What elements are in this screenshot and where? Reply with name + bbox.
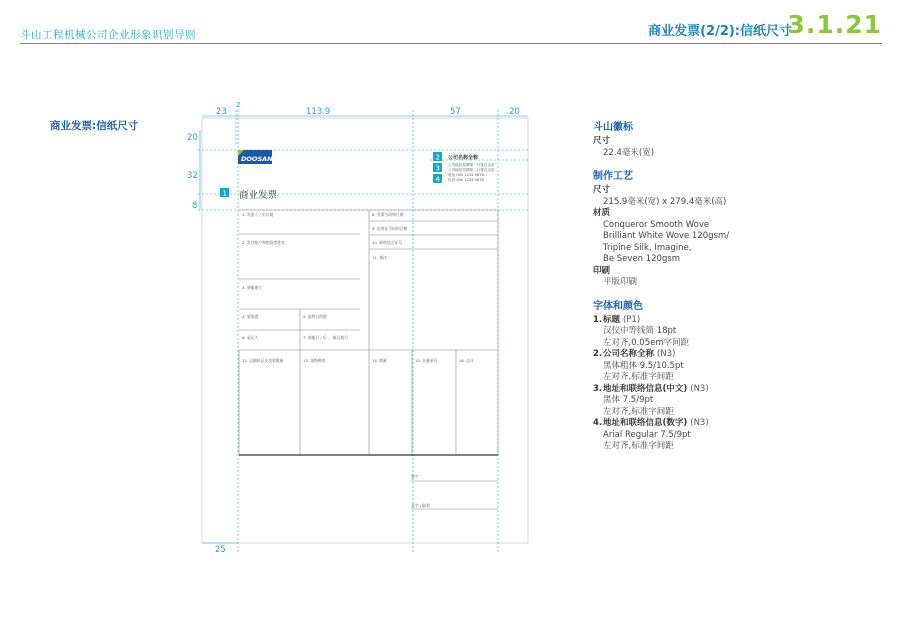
section-number: 3.1.21	[787, 10, 882, 39]
svg-text:4: 4	[435, 175, 440, 184]
logo-section-title: 斗山徽标	[593, 122, 633, 133]
svg-text:11. 备注: 11. 备注	[372, 255, 387, 260]
svg-text:3. 装船地方: 3. 装船地方	[242, 285, 263, 290]
svg-text:16. 总计: 16. 总计	[459, 358, 474, 363]
type-item-3: 3.地址和联络信息(中文) (N3)	[593, 383, 709, 394]
type-item-1: 1.标题 (P1)	[593, 314, 641, 325]
svg-text:15. 计量单位: 15. 计量单位	[415, 358, 438, 363]
svg-text:传真 000 1234 5678: 传真 000 1234 5678	[448, 178, 484, 182]
invoice-title: 商业发票	[239, 190, 278, 201]
page-title: 商业发票(2/2):信纸尺寸	[648, 24, 792, 39]
svg-text:12. 运输标记及包装数量: 12. 运输标记及包装数量	[242, 358, 284, 363]
svg-text:名字 / 职别: 名字 / 职别	[411, 503, 430, 508]
svg-text:6. 承运人: 6. 承运人	[242, 335, 259, 340]
svg-text:1: 1	[222, 189, 227, 198]
spec-panel: 斗山徽标 尺寸 22.4毫米(宽) 制作工艺 尺寸 215.9毫米(宽) x 279.4毫米(高) 材质 Conqueror Smooth Wove Brilliant White Wove 120gsm/ Tripine Silk, Imagine, Be Seven 120gsm 印刷 平版印刷 字体和颜色 1.标题 (P1) 汉仪中等线简 18pt 左对齐,0.05em字间距 2.公司名称全称 (N3) 黑体粗体 9.5/10.5pt 左对齐,标准字间距 3.地址和联络信息(中文) (N3) 黑体 7.5/9pt 左对齐,标准字间距 4.地址和联络信息(数字) (N3) Arial Regular 7.5/9pt 左对齐,标准字间距	[593, 118, 883, 453]
dim-bottom: 25	[215, 545, 226, 555]
type-item-2: 2.公司名称全称 (N3)	[593, 349, 676, 359]
dim-left-2: 8	[192, 201, 198, 211]
svg-text:10. 联络语言证号: 10. 联络语言证号	[372, 240, 403, 245]
svg-text:1. 发货人 / 出口商: 1. 发货人 / 出口商	[242, 212, 274, 217]
svg-text:4. 装货港: 4. 装货港	[242, 314, 259, 319]
svg-text:9. 信用证号码和日期: 9. 信用证号码和日期	[372, 226, 408, 231]
dim-top-2: 113.9	[306, 107, 331, 117]
svg-text:签字: 签字	[411, 474, 419, 479]
svg-text:7. 装船日 / 后 ， 航运航行: 7. 装船日 / 后 ， 航运航行	[303, 335, 349, 340]
dim-top-4: 20	[509, 107, 520, 117]
svg-text:公司地址招牌第一行排在这里: 公司地址招牌第一行排在这里	[448, 163, 495, 167]
svg-text:13. 货物种类: 13. 货物种类	[303, 358, 326, 363]
svg-text:8. 发票号码和日期: 8. 发票号码和日期	[372, 212, 404, 217]
production-section-title: 制作工艺	[593, 171, 633, 182]
svg-text:14. 数量: 14. 数量	[372, 358, 387, 363]
company-name: 公司名称全称	[448, 155, 479, 161]
logo-text: DOOSAN	[241, 155, 273, 163]
guide-name: 斗山工程机械公司企业形象识别导则	[20, 29, 196, 41]
dim-left-0: 20	[187, 133, 198, 143]
type-item-4: 4.地址和联络信息(数字) (N3)	[593, 418, 709, 428]
doosan-logo	[238, 150, 273, 164]
dim-top-0: 23	[216, 107, 227, 117]
svg-text:公司地址招牌第二行排在这里: 公司地址招牌第二行排在这里	[448, 168, 495, 172]
svg-text:5. 最终目的港: 5. 最终目的港	[303, 314, 327, 319]
typography-section-title: 字体和颜色	[593, 300, 643, 312]
svg-text:电话 000 1234 5678: 电话 000 1234 5678	[448, 173, 484, 177]
dim-top-1: 2	[236, 101, 241, 109]
svg-text:2. 发付账户和购货者姓名: 2. 发付账户和购货者姓名	[242, 240, 285, 245]
svg-text:3: 3	[435, 164, 440, 173]
dim-left-1: 32	[187, 171, 198, 181]
svg-text:2: 2	[435, 153, 440, 162]
dim-top-3: 57	[450, 107, 461, 117]
left-section-title: 商业发票:信纸尺寸	[50, 120, 139, 132]
